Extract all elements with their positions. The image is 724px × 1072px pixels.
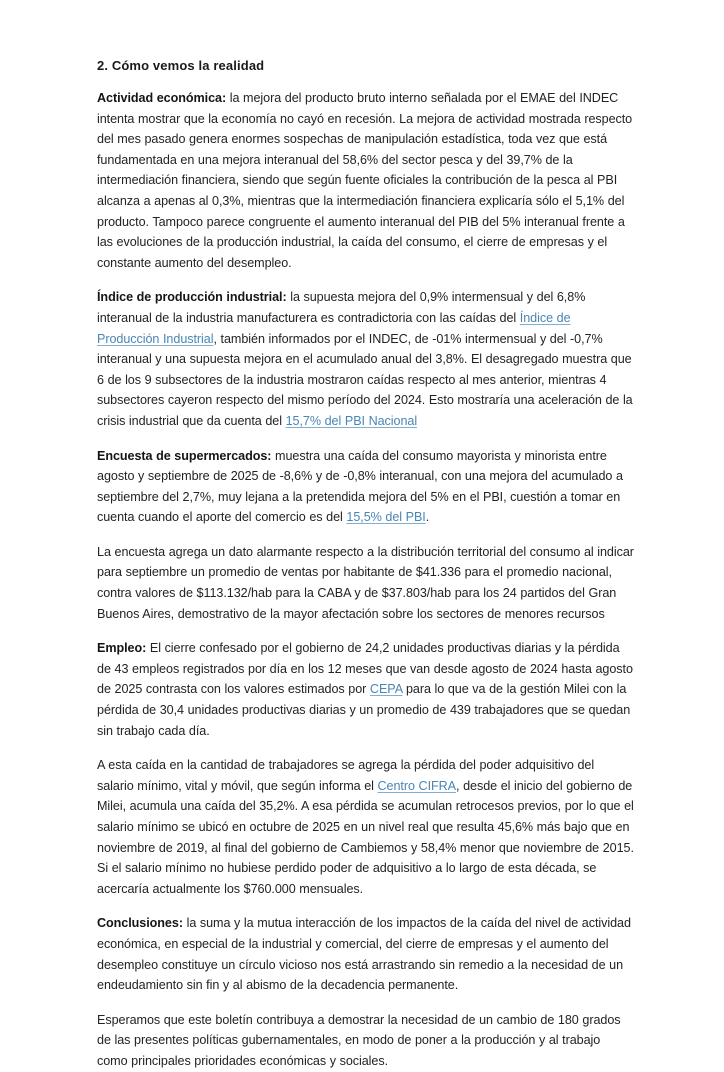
inline-link[interactable]: 15,5% del PBI (346, 510, 426, 525)
paragraph-empleo: Empleo: El cierre confesado por el gobierno de 24,2 unidades productivas diarias y la pérdida de 43 empleos registrados por día en los 12 meses que van desde agosto de 2024 hasta agosto de 2025 contrasta con los valores estimados por CEPA para lo que va de la gestión Milei con la pérdida de 30,4 unidades productivas diarias y un promedio de 439 trabajadores que se quedan sin trabajo cada día. (97, 641, 633, 738)
inline-link[interactable]: CEPA (369, 682, 403, 697)
document-body (97, 57, 634, 1072)
paragraph-lead-label: Conclusiones: (97, 916, 183, 931)
inline-link[interactable]: Centro CIFRA (377, 778, 457, 793)
paragraph-lead-label: Empleo: (97, 641, 147, 656)
paragraph-salario-minimo: A esta caída en la cantidad de trabajadores se agrega la pérdida del poder adquisitivo del salario mínimo, vital y móvil, que según informa el Centro CIFRA, desde el inicio del gobierno de Milei, acumula una caída del 35,2%. A esa pérdida se acumulan retrocesos previos, por lo que el salario mínimo se ubicó en octubre de 2025 en un nivel real que resulta 45,6% más bajo que en noviembre de 2019, al final del gobierno de Cambiemos y 58,4% menor que noviembre de 2015. Si el salario mínimo no hubiese perdido poder de adquisitivo a lo largo de esta década, se acercaría actualmente los $760.000 mensuales. (97, 758, 634, 896)
paragraph-lead-label: Índice de producción industrial: (97, 290, 287, 305)
paragraph-cierre: Esperamos que este boletín contribuya a demostrar la necesidad de un cambio de 180 grados de las presentes políticas gubernamentales, en modo de poner a la producción y al trabajo como principales prioridades económicas y sociales. (97, 1012, 621, 1068)
inline-link[interactable]: Índice de Producción Industrial (97, 310, 571, 346)
page-title: 2. Cómo vemos la realidad (97, 58, 265, 73)
paragraph-encuesta-supermercados: Encuesta de supermercados: muestra una caída del consumo mayorista y minorista entre agosto y septiembre de 2025 de -8,6% y de -0,8% interanual, con una mejora del acumulado a septiembre del 2,7%, muy lejana a la pretendida mejora del 5% en el PBI, cuestión a tomar en cuenta cuando el aporte del comercio es del 15,5% del PBI. (97, 448, 623, 525)
paragraph-list (97, 88, 634, 1072)
paragraph-indice-produccion-industrial: Índice de producción industrial: la supuesta mejora del 0,9% intermensual y del 6,8% interanual de la industria manufacturera es contradictoria con las caídas del Índice de Producción Industrial, también informados por el INDEC, de -01% intermensual y del -0,7% interanual y una supuesta mejora en el acumulado anual del 3,8%. El desagregado muestra que 6 de los 9 subsectores de la industria mostraron caídas respecto al mes anterior, mientras 4 subsectores cayeron respecto del mismo período del 2024. Esto mostraría una aceleración de la crisis industrial que da cuenta del 15,7% del PBI Nacional (97, 290, 633, 428)
inline-link[interactable]: 15,7% del PBI Nacional (285, 413, 418, 428)
paragraph-conclusiones: Conclusiones: la suma y la mutua interacción de los impactos de la caída del nivel de actividad económica, en especial de la industrial y comercial, del cierre de empresas y el aumento del desempleo constituye un círculo vicioso nos está arrastrando sin remedio a la necesidad de un endeudamiento sin fin y al abismo de la decadencia permanente. (97, 916, 631, 993)
paragraph-distribucion-territorial: La encuesta agrega un dato alarmante respecto a la distribución territorial del consumo al indicar para septiembre un promedio de ventas por habitante de $41.336 para el promedio nacional, contra valores de $113.132/hab para la CABA y de $37.803/hab para los 24 partidos del Gran Buenos Aires, demostrativo de la mayor afectación sobre los sectores de menores recursos (97, 544, 634, 621)
paragraph-lead-label: Actividad económica: (97, 91, 227, 105)
paragraph-actividad-economica: Actividad económica: la mejora del producto bruto interno señalada por el EMAE del INDEC intenta mostrar que la economía no cayó en recesión. La mejora de actividad mostrada respecto del mes pasado genera enormes sospechas de manipulación estadística, toda vez que está fundamentada en una mejora interanual del 58,6% del sector pesca y del 39,7% de la intermediación financiera, siendo que según fuente oficiales la contribución de la pesca al PBI alcanza a apenas al 0,3%, mientras que la intermediación financiera explicaría sólo el 5,1% del producto. Tampoco parece congruente el aumento interanual del PIB del 5% interanual frente a las evoluciones de la producción industrial, la caída del consumo, el cierre de empresas y el constante aumento del desempleo. (97, 91, 633, 270)
paragraph-lead-label: Encuesta de supermercados: (97, 448, 272, 463)
